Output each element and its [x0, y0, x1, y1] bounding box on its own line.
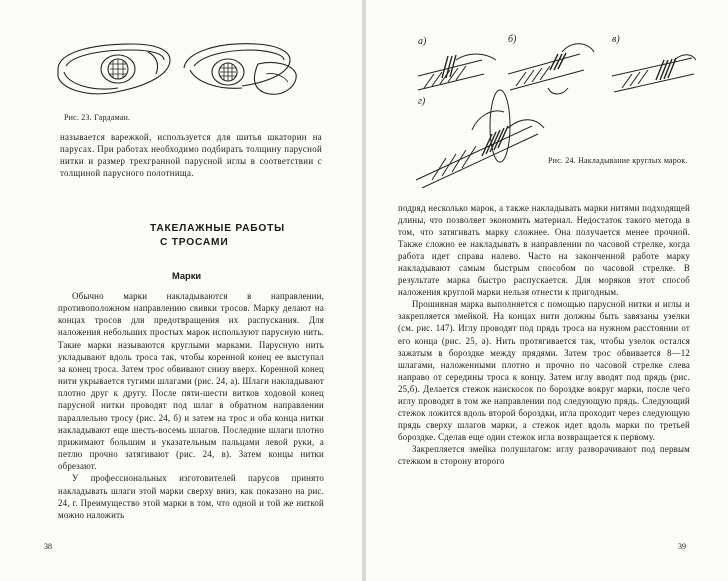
- paragraph: Закрепляется змейка полушлагом: иглу разворачивают под первым стежком в сторону второго: [398, 443, 690, 466]
- figure-24-caption: Рис. 24. Накладывание круглых марок.: [548, 156, 688, 165]
- chapter-heading: [150, 222, 285, 250]
- left-top-paragraph: называется варежкой, используется для шитья шкаторин на парусах. При работах необходимо подбирать толщину парусной нитки и размер трехгранной парусной иглы в соответствии с толщиной парусного полотнища.: [60, 132, 322, 178]
- paragraph: Прошивная марка выполняется с помощью парусной нитки и иглы и закрепляется змейкой. На концах нити должны быть завязаны узелки (см. рис. 147). Иглу проводят под прядь троса на нужном расстоянии от его конца (рис. 25, а). Нить протягивается так, чтобы узелок остался зажатым в бороздке между прядями. Затем трос обвивается 8—12 шлагами, наложенными плотно и прочно по часовой стрелке слева направо от середины троса к концу. Затем иглу вводят под прядь (рис. 25,б). Делается стежок наискосок по бороздке вокруг марки, после чего иглу проводят в том же направлении под следующую прядь. Следующий стежок ложится вдоль второй бороздки, игла проходит через следующую прядь сверху шлагов марки, а стежок идет вдоль марки по третьей бороздке. Сделав еще один стежок игла возвращается к первому.: [398, 299, 690, 442]
- page-number-right: 39: [678, 542, 686, 551]
- figure-23-palm-illustration: [52, 34, 300, 108]
- paragraph: Обычно марки накладываются в направлении, противоположном направлению свивки тросов. Марку делают на концах тросов для предотвращения их распускания. Для наложения небольших простых марок используют парусную нить. Такие марки называются круглыми марками. Парусную нить укладывают вдоль троса так, чтобы коренной конец ее выступал за конец троса. Затем трос обвивают снизу вверх. Коренной конец нити укрывается тугими шлагами (рис. 24, а). Шлаги накладывают плотно друг к другу. После пяти-шести витков ходовой конец парусной нитки проводят под шлаг в обратном направлении параллельно тросу (рис. 24, б) и затем на трос и оба конца нитки накладывают еще шесть-восемь шлагов. Последние шлаги плотно прижимают большим и указательным пальцами левой руки, а петлю прочно затягивают (рис. 24, в). Затем концы нитки обрезают.: [58, 291, 324, 472]
- paragraph: У профессиональных изготовителей парусов принято накладывать шлаги этой марки сверху вниз, как показано на рис. 24, г. Преимущество этой марки в том, что одной и той же ниткой можно наложить: [58, 473, 324, 520]
- right-body-text: [398, 202, 690, 467]
- paragraph: подряд несколько марок, а также накладывать марки нитями подходящей длины, что позволяет экономить материал. Недостаток такого метода в том, что затягивать марку сложнее. Она получается менее прочной. Также сложно ее накладывать в направлении по часовой стрелке, когда работа идет справа налево. Часто на законченной работе марку накладывают самым быстрым способом по часовой стрелке. В результате марка быстро распускается. Для моряков этот способ наложения круглой марки нельзя отнести к пригодным.: [398, 203, 690, 298]
- chapter-heading-line1: ТАКЕЛАЖНЫЕ РАБОТЫ: [150, 223, 285, 234]
- chapter-heading-line2: С ТРОСАМИ: [160, 237, 229, 248]
- page-number-left: 38: [44, 542, 52, 551]
- section-heading-marki: Марки: [172, 271, 202, 281]
- left-body-text: [58, 290, 324, 521]
- figure-label-v: в): [612, 34, 620, 45]
- figure-label-b: б): [508, 34, 517, 45]
- figure-label-g: г): [418, 96, 426, 107]
- figure-23-caption: Рис. 23. Гардаман.: [64, 113, 131, 122]
- figure-label-a: а): [418, 36, 427, 47]
- left-page: [0, 0, 362, 581]
